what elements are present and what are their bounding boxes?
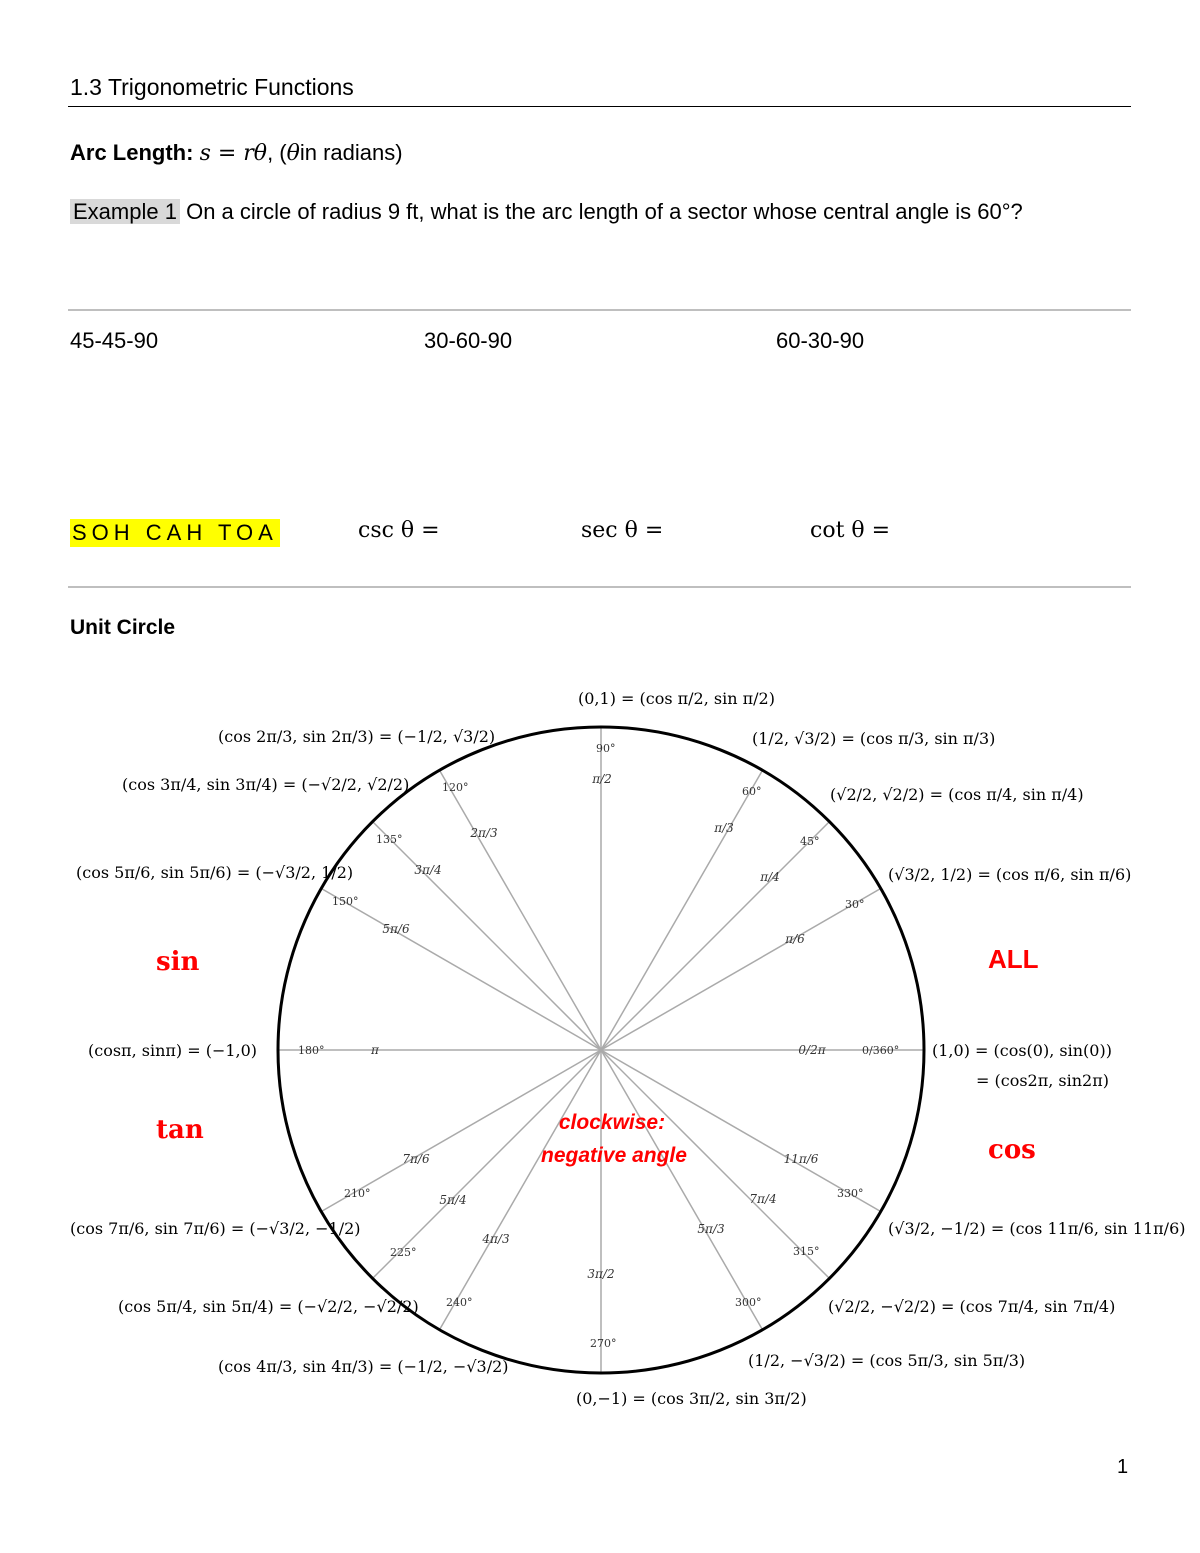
coord-330: (√3/2, −1/2) = (cos 11π/6, sin 11π/6) (888, 1219, 1186, 1238)
example-1-label: Example 1 (70, 199, 180, 224)
degree-label: 300° (735, 1296, 762, 1309)
degree-label: 210° (344, 1187, 371, 1200)
sec-definition: sec θ = (581, 518, 664, 543)
coord-270: (0,−1) = (cos 3π/2, sin 3π/2) (576, 1389, 807, 1408)
degree-label: 45° (800, 835, 820, 848)
coord-0-alt: = (cos2π, sin2π) (976, 1071, 1109, 1090)
coord-210: (cos 7π/6, sin 7π/6) = (−√3/2, −1/2) (70, 1219, 361, 1238)
unit-circle-heading: Unit Circle (70, 616, 176, 639)
coord-240: (cos 4π/3, sin 4π/3) = (−1/2, −√3/2) (218, 1357, 509, 1376)
spoke-150 (321, 889, 601, 1051)
radian-label: π/4 (760, 870, 780, 884)
radian-label: π/6 (785, 932, 805, 946)
radian-label: 11π/6 (783, 1152, 819, 1166)
negative-angle-note: negative angle (541, 1144, 687, 1167)
arc-length-label: Arc Length (70, 140, 187, 165)
clockwise-note: clockwise: (558, 1111, 666, 1134)
quadrant-cos-label: cos (988, 1135, 1036, 1165)
degree-label: 135° (376, 833, 403, 846)
coord-30: (√3/2, 1/2) = (cos π/6, sin π/6) (888, 865, 1132, 884)
arc-length-colon: : (186, 140, 194, 165)
coord-135: (cos 3π/4, sin 3π/4) = (−√2/2, √2/2) (122, 775, 410, 794)
coord-60: (1/2, √3/2) = (cos π/3, sin π/3) (752, 729, 996, 748)
arc-length-note-open: , ( (267, 140, 287, 165)
radian-label: 7π/6 (402, 1152, 430, 1166)
radian-label: 2π/3 (470, 826, 498, 840)
radian-label: π/3 (714, 821, 734, 835)
csc-definition: csc θ = (358, 518, 440, 543)
radian-label: 5π/4 (439, 1193, 467, 1207)
coord-225: (cos 5π/4, sin 5π/4) = (−√2/2, −√2/2) (118, 1297, 419, 1316)
radian-label: 4π/3 (482, 1232, 510, 1246)
degree-label: 0/360° (862, 1044, 900, 1057)
coord-120: (cos 2π/3, sin 2π/3) = (−1/2, √3/2) (218, 727, 496, 746)
radian-label: π (371, 1043, 379, 1057)
triangle-30-60-90: 30-60-90 (424, 328, 513, 353)
degree-label: 225° (390, 1246, 417, 1259)
degree-label: 315° (793, 1245, 820, 1258)
page-title: 1.3 Trigonometric Functions (70, 74, 354, 100)
arc-length-theta: θ (286, 141, 300, 166)
coord-0: (1,0) = (cos(0), sin(0)) (932, 1041, 1112, 1060)
spoke-300 (601, 1050, 763, 1330)
quadrant-sin-label: sin (156, 947, 200, 977)
triangle-45-45-90: 45-45-90 (70, 328, 159, 353)
arc-length-formula: s = rθ (199, 141, 268, 166)
page-number: 1 (1117, 1456, 1129, 1478)
degree-label: 180° (298, 1044, 325, 1057)
arc-length-note: in radians) (299, 140, 403, 165)
coord-180: (cosπ, sinπ) = (−1,0) (88, 1041, 258, 1060)
degree-label: 270° (590, 1337, 617, 1350)
degree-label: 240° (446, 1296, 473, 1309)
radian-label: 5π/3 (697, 1222, 725, 1236)
spoke-60 (601, 770, 763, 1050)
coord-90: (0,1) = (cos π/2, sin π/2) (578, 689, 775, 708)
degree-label: 60° (742, 785, 762, 798)
cot-definition: cot θ = (810, 518, 891, 543)
coord-45: (√2/2, √2/2) = (cos π/4, sin π/4) (830, 785, 1084, 804)
coord-300: (1/2, −√3/2) = (cos 5π/3, sin 5π/3) (748, 1351, 1026, 1370)
radian-label: 7π/4 (749, 1192, 777, 1206)
radian-label: π/2 (592, 772, 612, 786)
radian-label: 5π/6 (382, 922, 410, 936)
degree-label: 120° (442, 781, 469, 794)
degree-label: 330° (837, 1187, 864, 1200)
example-1-text: On a circle of radius 9 ft, what is the arc length of a sector whose central angle is 60°? (186, 199, 1023, 224)
degree-label: 150° (332, 895, 359, 908)
degree-label: 30° (845, 898, 865, 911)
degree-label: 90° (596, 742, 616, 755)
spoke-240 (440, 1050, 602, 1330)
soh-cah-toa: SOH CAH TOA (72, 520, 278, 545)
spoke-120 (440, 770, 602, 1050)
quadrant-all-label: ALL (988, 944, 1039, 974)
radian-label: 0/2π (798, 1043, 826, 1057)
radian-label: 3π/2 (587, 1267, 615, 1281)
spoke-30 (601, 889, 881, 1051)
coord-150: (cos 5π/6, sin 5π/6) = (−√3/2, 1/2) (76, 863, 354, 882)
triangle-60-30-90: 60-30-90 (776, 328, 865, 353)
radian-label: 3π/4 (414, 863, 442, 877)
quadrant-tan-label: tan (156, 1115, 204, 1145)
coord-315: (√2/2, −√2/2) = (cos 7π/4, sin 7π/4) (828, 1297, 1116, 1316)
